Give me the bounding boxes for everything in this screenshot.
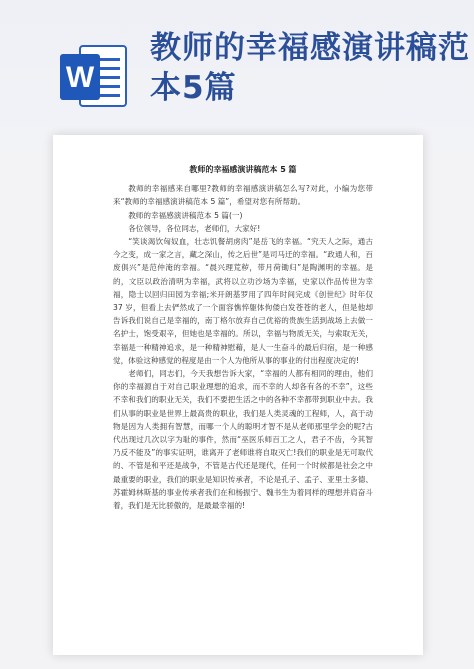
word-document-icon — [58, 40, 132, 114]
page-title: 教师的幸福感演讲稿范本5篇 — [150, 30, 470, 106]
header-banner — [0, 0, 474, 150]
document-body — [113, 163, 373, 512]
paragraph-greeting: 各位领导，各位同志，老师们，大家好! — [128, 223, 261, 233]
document-title: 教师的幸福感演讲稿范本 5 篇 — [189, 165, 297, 174]
paragraph-section-heading: 教师的幸福感演讲稿范本 5 篇(一) — [128, 210, 243, 220]
paragraph-intro: 教师的幸福感来自哪里?教师的幸福感演讲稿怎么写?对此，小编为您带来“教师的幸福感演讲稿范本 5 篇”，希望对您有所帮助。 — [113, 184, 373, 207]
paragraph-body-2: 老师们，同志们，今天我想告诉大家，“幸福的人都有相同的理由，他们你的幸福源自于对自己职业理想的追求，而不幸的人却各有各的不幸”，这些不幸和我们的职业无关，我们不要把生活之中的各种不幸都带到职业中去。我们从事的职业是世界上最高贵的职业，我们是人类灵魂的工程师，人，高于动物是因为人类拥有智慧，而哪一个人的聪明才智不是从老师那里学会的呢?古代出现过几次以字为耻的事件，然而“巫医乐师百工之人，君子不齿，今其智乃反不能及”的事实证明，谁离开了老师谁将自取灭亡!我们的职业是无可取代的、不管是和平还是战争，不管是古代还是现代，任何一个时候都是社会之中最重要的职业，我们的职业是知识传承者，不论是孔子、孟子、亚里士多德、苏霍姆林斯基的事业传承者我们在和杨振宁、魏书生为着同样的理想并肩奋斗着，我们是无比骄傲的，是最最幸福的! — [113, 369, 373, 511]
logo-letter: W — [65, 61, 95, 94]
document-page — [53, 135, 423, 655]
paragraph-body-1: “笑谈渴饮匈奴血，壮志饥餐胡虏肉”是岳飞的幸福。“究天人之际，通古今之变，成一家之言，藏之深山，传之后世”是司马迁的幸福。“政通人和，百废俱兴”是范仲淹的幸福。“晨兴理荒秽，带月荷锄归”是陶渊明的幸福。是的，文臣以政治清明为幸福，武将以立功沙场为幸福，史家以作品传世为幸福，隐士以回归田园为幸福;米开朗基罗用了四年时间完成《创世纪》时年仅 37 岁，但看上去俨然成了一个面容憔悴躯体佝偻白发苍苍的老人，但是他却告诉我们说自己是幸福的，南丁格尔放弃自己优裕的贵族生活到战场上去做一名护士，饱受艰辛，但她也是幸福的。所以，幸福与物质无关，与索取无关，幸福是一种精神追求，是一种精神慰藉，是人一生奋斗的最后归宿，是一种感觉，体验这种感觉的程度是由一个人为他所从事的事业的付出程度决定的! — [113, 237, 373, 365]
